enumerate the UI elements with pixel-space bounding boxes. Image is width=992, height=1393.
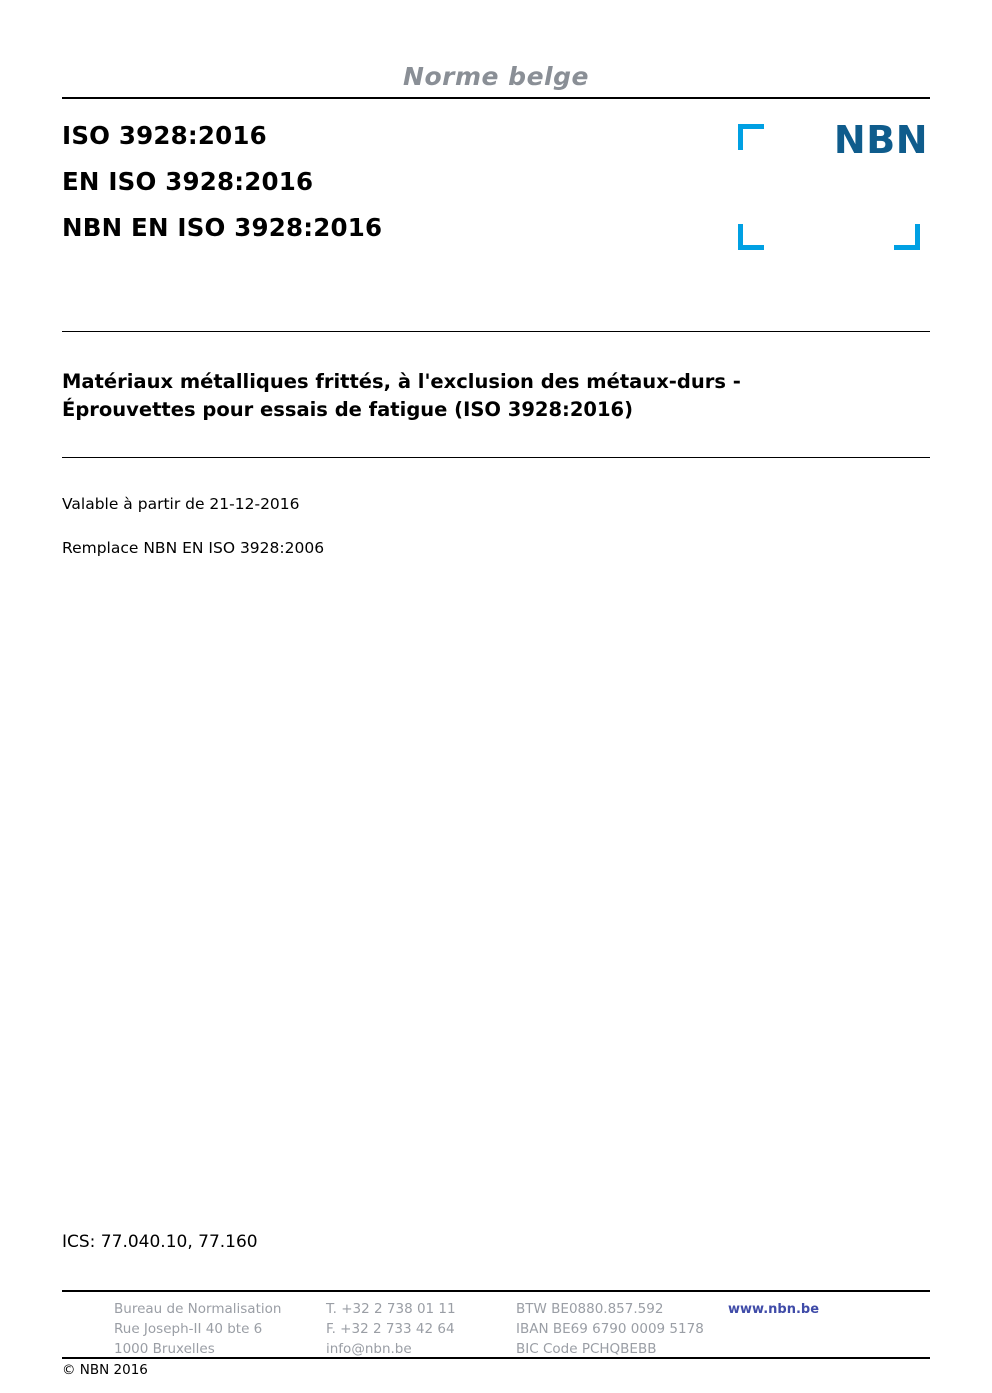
footer-email[interactable]: info@nbn.be <box>326 1340 412 1357</box>
validity-info <box>62 458 930 557</box>
reference-iso: ISO 3928:2016 <box>62 121 267 150</box>
footer-iban: IBAN BE69 6790 0009 5178 <box>516 1320 704 1337</box>
validity-date: Valable à partir de 21-12-2016 <box>62 495 300 514</box>
logo-corner-top-left-icon <box>738 124 764 150</box>
footer-bic: BIC Code PCHQBEBB <box>516 1340 657 1357</box>
footer-address <box>114 1300 326 1360</box>
document-title-line-2: Éprouvettes pour essais de fatigue (ISO 3928:2016) <box>62 397 634 421</box>
replaces-standard: Remplace NBN EN ISO 3928:2006 <box>62 538 325 557</box>
page-content <box>62 0 930 1393</box>
nbn-logo-text: NBN <box>833 118 928 162</box>
reference-en-iso: EN ISO 3928:2016 <box>62 167 314 196</box>
page-header-title: Norme belge <box>403 62 589 91</box>
ics-codes: ICS: 77.040.10, 77.160 <box>62 1232 258 1252</box>
footer-vat: BTW BE0880.857.592 <box>516 1301 664 1317</box>
logo-corner-bottom-left-icon <box>738 224 764 250</box>
copyright-notice: © NBN 2016 <box>62 1362 148 1378</box>
footer-website[interactable] <box>728 1300 848 1360</box>
footer-divider <box>62 1290 930 1292</box>
footer-address-line-1: Bureau de Normalisation <box>114 1301 282 1317</box>
footer-address-line-2: Rue Joseph-II 40 bte 6 <box>114 1320 263 1337</box>
nbn-logo <box>738 118 928 261</box>
document-title <box>62 332 930 457</box>
footer-website-link[interactable]: www.nbn.be <box>728 1302 820 1317</box>
footer <box>114 1300 930 1360</box>
logo-corner-bottom-right-icon <box>894 224 920 250</box>
copyright-divider <box>62 1357 930 1359</box>
footer-address-line-3: 1000 Bruxelles <box>114 1340 215 1357</box>
footer-fax: F. +32 2 733 42 64 <box>326 1320 455 1337</box>
document-title-line-1: Matériaux métalliques frittés, à l'exclusion des métaux-durs - <box>62 370 741 393</box>
reference-nbn-en-iso: NBN EN ISO 3928:2016 <box>62 213 383 242</box>
footer-bank-details <box>516 1300 728 1360</box>
footer-phone: T. +32 2 738 01 11 <box>326 1301 456 1317</box>
footer-contact <box>326 1300 516 1360</box>
reference-block <box>62 99 930 331</box>
